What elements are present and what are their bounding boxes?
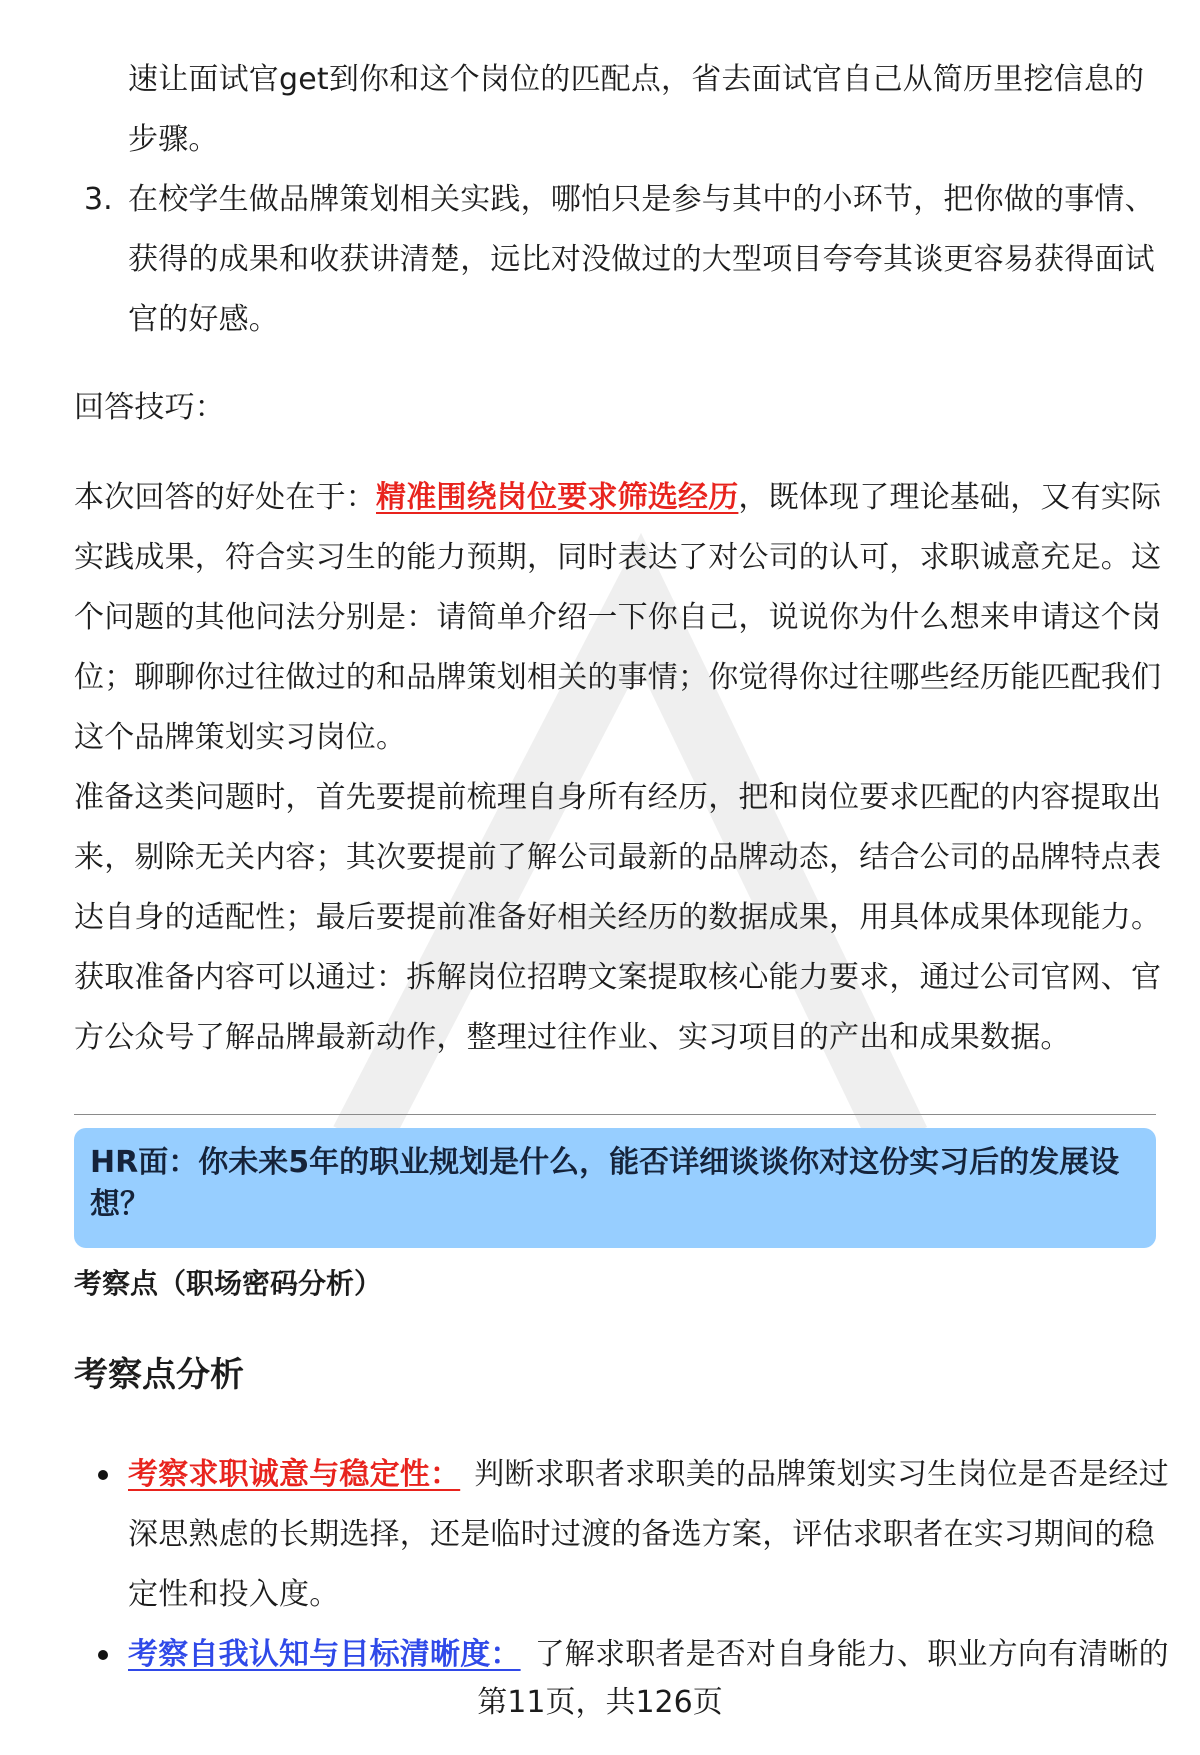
list-item-2-line-1: 速让面试官get到你和这个岗位的匹配点，省去面试官自己从简历里挖信息的 — [128, 62, 1145, 97]
tips-paragraph-3-line-2: 方公众号了解品牌最新动作，整理过往作业、实习项目的产出和成果数据。 — [74, 1020, 1071, 1055]
tips-highlight: 精准围绕岗位要求筛选经历 — [376, 480, 739, 515]
question-text — [90, 1142, 1130, 1226]
bullet-1-line-1 — [128, 1455, 1169, 1495]
list-item-2-line-2: 步骤。 — [128, 122, 219, 157]
tips-paragraph-1-line-2: 实践成果，符合实习生的能力预期，同时表达了对公司的认可，求职诚意充足。这 — [74, 540, 1162, 575]
bullet-2-line-1 — [128, 1635, 1169, 1675]
list-item-3-line-2: 获得的成果和收获讲清楚，远比对没做过的大型项目夸夸其谈更容易获得面试 — [128, 242, 1155, 277]
tips-paragraph-1-line-4: 位；聊聊你过往做过的和品牌策划相关的事情；你觉得你过往哪些经历能匹配我们 — [74, 660, 1162, 695]
tips-paragraph-2-line-3: 达自身的适配性；最后要提前准备好相关经历的数据成果，用具体成果体现能力。 — [74, 900, 1162, 935]
tips-paragraph-1-line-1 — [74, 478, 1161, 518]
bullet-2-highlight: 考察自我认知与目标清晰度： — [128, 1637, 521, 1672]
subheading: 考察点（职场密码分析） — [74, 1267, 383, 1300]
tips-paragraph-1-line-5: 这个品牌策划实习岗位。 — [74, 720, 407, 755]
question-line-1: HR面：你未来5年的职业规划是什么，能否详细谈谈你对这份实习后的发展设 — [90, 1145, 1120, 1180]
bullet-2-text: 了解求职者是否对自身能力、职业方向有清晰的 — [534, 1637, 1169, 1672]
bullet-1-highlight: 考察求职诚意与稳定性： — [128, 1457, 461, 1492]
tips-paragraph-2-line-1: 准备这类问题时，首先要提前梳理自身所有经历，把和岗位要求匹配的内容提取出 — [74, 780, 1162, 815]
bullet-dot — [98, 1470, 108, 1480]
list-item-3-number: 3. — [84, 182, 113, 217]
tips-suffix: ，既体现了理论基础，又有实际 — [738, 480, 1162, 515]
tips-paragraph-1-line-3: 个问题的其他问法分别是：请简单介绍一下你自己，说说你为什么想来申请这个岗 — [74, 600, 1162, 635]
question-box — [74, 1128, 1156, 1248]
page-footer: 第11页，共126页 — [477, 1685, 723, 1720]
list-item-3-line-1: 在校学生做品牌策划相关实践，哪怕只是参与其中的小环节，把你做的事情、 — [128, 182, 1155, 217]
bullet-1-line-3: 定性和投入度。 — [128, 1577, 340, 1612]
question-line-2: 想？ — [90, 1187, 150, 1222]
tips-paragraph-2-line-2: 来，剔除无关内容；其次要提前了解公司最新的品牌动态，结合公司的品牌特点表 — [74, 840, 1162, 875]
section-divider — [74, 1114, 1156, 1115]
list-item-3-line-3: 官的好感。 — [128, 302, 279, 337]
analysis-heading: 考察点分析 — [74, 1355, 244, 1395]
bullet-1-line-2: 深思熟虑的长期选择，还是临时过渡的备选方案，评估求职者在实习期间的稳 — [128, 1517, 1155, 1552]
tips-paragraph-3-line-1: 获取准备内容可以通过：拆解岗位招聘文案提取核心能力要求，通过公司官网、官 — [74, 960, 1162, 995]
bullet-1-text: 判断求职者求职美的品牌策划实习生岗位是否是经过 — [474, 1457, 1169, 1492]
bullet-dot — [98, 1650, 108, 1660]
tips-prefix: 本次回答的好处在于： — [74, 480, 376, 515]
tips-label: 回答技巧： — [74, 390, 225, 425]
